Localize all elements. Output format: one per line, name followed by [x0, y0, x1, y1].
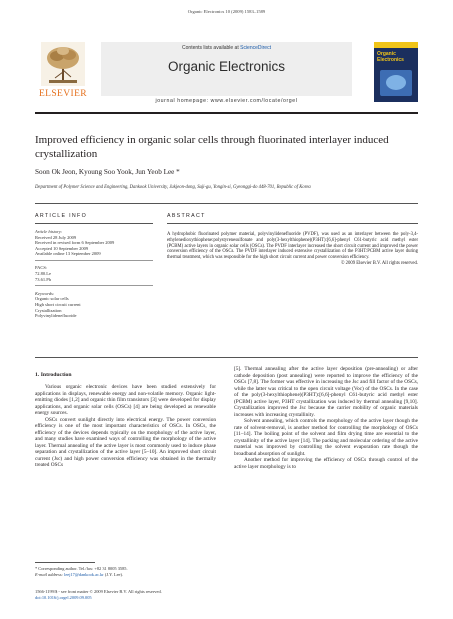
- journal-citation: Organic Electronics 10 (2009) 1583–1589: [187, 9, 266, 14]
- journal-masthead: [35, 42, 418, 104]
- elsevier-wordmark: ELSEVIER: [38, 89, 88, 99]
- corresponding-author-footnote: [35, 566, 216, 577]
- author-affiliation: Department of Polymer Science and Engineering, Dankook University, Jukjeon-dong, Suji-gu, Yongin-si, Gyeonggi-do 448-701, Republic of Korea: [35, 185, 311, 190]
- keyword: Crystallization: [35, 307, 62, 313]
- abstract-divider: [35, 357, 418, 358]
- journal-homepage[interactable]: journal homepage: www.elsevier.com/locate/orgel: [155, 98, 298, 104]
- pacs-code: 72.80.Le: [35, 271, 51, 277]
- contents-available-line: [101, 45, 352, 51]
- info-separator: [35, 285, 153, 286]
- doi-link[interactable]: doi:10.1016/j.orgel.2009.09.005: [35, 594, 92, 600]
- sciencedirect-link[interactable]: ScienceDirect: [240, 45, 271, 51]
- revised-date: Received in revised form 6 September 2009: [35, 240, 115, 246]
- keyword: Organic solar cells: [35, 296, 69, 302]
- intro-paragraph: Another method for improving the efficiency of OSCs through control of the active layer morphology is to: [234, 457, 418, 470]
- intro-paragraph: [5]. Thermal annealing after the active layer deposition (pre-annealing) or after cathode deposition (post annealing) were reported to improve the efficiency of the OSCs [7,8]. The former was effective in increasing the Jsc and fill factor of the OSCs, while the latter was critical to the open circuit voltage (Voc) of the OSCs. In the case of the poly(3-hexylthiophene)(P3HT):[6,6]-phenyl C61-butyric acid methyl ester (PCBM) active layer, P3HT crystallization was induced by thermal annealing [9,10]. Crystallization improved the Jsc because the carrier mobility of organic materials increases with increasing crystallinity.: [234, 366, 418, 418]
- abstract-body: [167, 232, 418, 267]
- masthead-rule: [35, 112, 418, 114]
- email-link[interactable]: leej17@dankook.ac.kr: [64, 571, 104, 577]
- corresponding-author: * Corresponding author. Tel./fax: +82 31 8005 3585.: [35, 566, 128, 571]
- article-info-panel: [35, 229, 153, 319]
- pacs-code: 73.61.Ph: [35, 276, 52, 282]
- introduction-heading: 1. Introduction: [35, 372, 72, 378]
- cover-top-band: [374, 42, 418, 48]
- footnote-rule: [35, 562, 95, 563]
- email-line: [35, 572, 216, 578]
- history-label: Article history:: [35, 229, 63, 234]
- info-separator: [35, 260, 153, 261]
- article-info-heading: ARTICLE INFO: [35, 213, 87, 219]
- left-column: [35, 384, 216, 469]
- issn-line: 1566-1199/$ - see front matter © 2009 Elsevier B.V. All rights reserved.: [35, 589, 162, 594]
- masthead-banner: [101, 42, 352, 96]
- abstract-text: A hydrophobic fluorinated polymer material, polyvinylidenefluoride (PVDF), was used as an interlayer between the poly-3,4-ethylenedioxythiophene:polystyrenesulfonate and poly(3-hexylthiophene)(P3HT):[6,6]-phenyl C61-butyric acid methyl ester (PCBM) active layers in organic solar cells (OSCs). The PVDF interlayer increased the short circuit current and improved the power conversion efficiency of the OSCs. The PVDF interlayer induced extensive crystallization of the P3HT:PCBM active layer during thermal treatment, which was responsible for the high short circuit current and power conversion efficiency.: [167, 232, 418, 260]
- issn-doi-block: [35, 589, 216, 600]
- keywords-label: Keywords:: [35, 290, 55, 296]
- intro-paragraph: Various organic electronic devices have been studied extensively for applications in displays, renewable energy and non-volatile memory. Organic light-emitting diodes [1,2] and organic thin film transistors [3] were developed for display applications, and organic solar cells (OSCs) [4] are being developed as renewable energy sources.: [35, 384, 216, 416]
- abstract-copyright: © 2009 Elsevier B.V. All rights reserved.: [340, 260, 418, 266]
- abstract-heading-rule: [167, 223, 418, 224]
- cover-artwork: [380, 70, 412, 96]
- accepted-date: Accepted 10 September 2009: [35, 245, 89, 251]
- right-column: [234, 366, 418, 470]
- contents-prefix: Contents lists available at: [182, 45, 241, 51]
- elsevier-logo: [35, 42, 91, 104]
- email-label: E-mail address:: [35, 571, 65, 577]
- received-date: Received 28 July 2009: [35, 234, 77, 240]
- journal-cover-image: [374, 42, 418, 102]
- abstract-heading: ABSTRACT: [167, 213, 206, 219]
- intro-paragraph: Solvent annealing, which controls the morphology of the active layer though the rate of solvent-removal, is another method for controlling the morphology of OSCs [11–14]. The boiling point of the solvent and film drying time are essential to the crystallinity of the active layer [14]. The packing and molecular ordering of the active material was improved by controlling the solvent evaporation rate though the broadband absorption of sunlight.: [234, 418, 418, 457]
- pacs-label: PACS:: [35, 265, 48, 271]
- elsevier-tree-icon: [41, 42, 85, 86]
- header-divider: [35, 203, 418, 204]
- info-heading-rule: [35, 223, 153, 224]
- article-authors: Soon Ok Jeon, Kyoung Soo Yook, Jun Yeob Lee *: [35, 168, 180, 176]
- email-suffix: (J.Y. Lee).: [103, 571, 124, 577]
- keyword: High short circuit current: [35, 301, 81, 307]
- online-date: Available online 13 September 2009: [35, 251, 101, 257]
- intro-paragraph: OSCs convert sunlight directly into electrical energy. The power conversion efficiency is one of the most important characteristics of OSCs. In OSCs, the efficiency of the devices depends typically on the morphology of the active layer, and many studies have examined ways of controlling the morphology of the active layer. Thermal annealing of the active layer is most commonly used to induce phase separation and crystallization of the active layer [5–10]. An improved short circuit current (Jsc) and high power conversion efficiency was obtained in the thermally treated OSCs: [35, 416, 216, 468]
- article-title: Improved efficiency in organic solar cells through fluorinated interlayer induced crystallization: [35, 134, 389, 160]
- keyword: Polyvinylidenefluoride: [35, 313, 77, 319]
- journal-title: Organic Electronics: [167, 59, 286, 74]
- cover-title: Organic Electronics: [377, 51, 404, 63]
